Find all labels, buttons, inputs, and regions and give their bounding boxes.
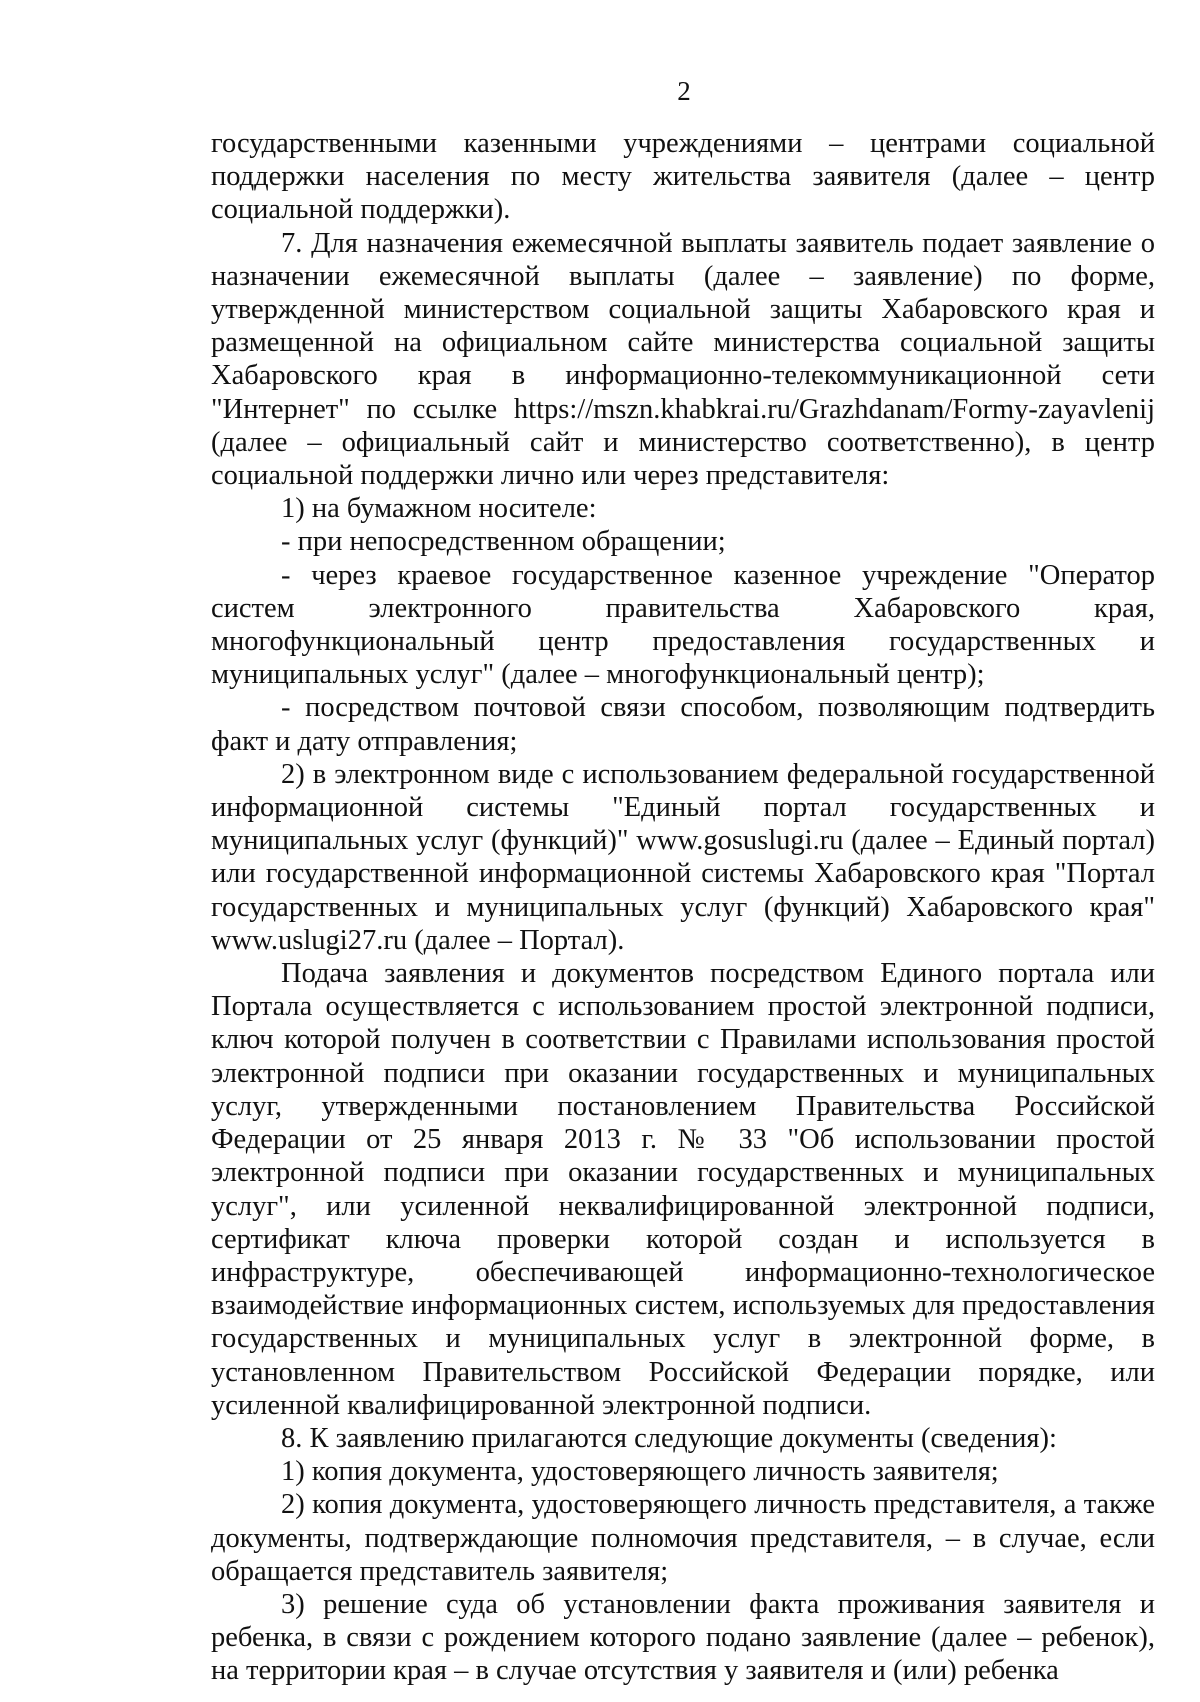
paragraph-item-7: 7. Для назначения ежемесячной выплаты заявитель подает заявление о назначении ежемесячной выплаты (далее – заявление) по форме, утвержденной министерством социальной защиты Хабаровского края и размещенной на официальном сайте министерства социальной защиты Хабаровского края в информационно-телекоммуникационной сети "Интернет" по ссылке https://mszn.khabkrai.ru/Grazhdanam/Formy-zayavlenij (далее – официальный сайт и министерство соответственно), в центр социальной поддержки лично или через представителя: — [211, 227, 1155, 492]
paragraph-item-8-sub-3: 3) решение суда об установлении факта проживания заявителя и ребенка, в связи с рождением которого подано заявление (далее – ребенок), на территории края – в случае отсутствия у заявителя и (или) ребенка — [211, 1588, 1155, 1687]
paragraph-continuation: государственными казенными учреждениями – центрами социальной поддержки населения по месту жительства заявителя (далее – центр социальной поддержки). — [211, 128, 1155, 226]
paragraph-electronic-signature: Подача заявления и документов посредством Единого портала или Портала осуществляется с использованием простой электронной подписи, ключ которой получен в соответствии с Правилами использования простой электронной подписи при оказании государственных и муниципальных услуг, утвержденными постановлением Правительства Российской Федерации от 25 января 2013 г. № 33 "Об использовании простой электронной подписи при оказании государственных и муниципальных услуг", или усиленной неквалифицированной электронной подписи, сертификат ключа проверки которой создан и используется в инфраструктуре, обеспечивающей информационно-технологическое взаимодействие информационных систем, используемых для предоставления государственных и муниципальных услуг в электронной форме, в установленном Правительством Российской Федерации порядке, или усиленной квалифицированной электронной подписи. — [211, 958, 1155, 1421]
paragraph-item-8: 8. К заявлению прилагаются следующие документы (сведения): — [281, 1422, 1057, 1454]
page-number: 2 — [677, 76, 691, 106]
paragraph-bullet-direct: - при непосредственном обращении; — [281, 526, 726, 558]
paragraph-subitem-2: 2) в электронном виде с использованием федеральной государственной информационной системы "Единый портал государственных и муниципальных услуг (функций)" www.gosuslugi.ru (далее – Единый портал) или государственной информационной системы Хабаровского края "Портал государственных и муниципальных услуг (функций) Хабаровского края" www.uslugi27.ru (далее – Портал). — [211, 758, 1155, 956]
document-body — [211, 127, 1155, 1688]
paragraph-bullet-mfc: - через краевое государственное казенное учреждение "Оператор систем электронного правительства Хабаровского края, многофункциональный центр предоставления государственных и муниципальных услуг" (далее – многофункциональный центр); — [211, 559, 1155, 691]
paragraph-bullet-post: - посредством почтовой связи способом, позволяющим подтвердить факт и дату отправления; — [211, 692, 1155, 757]
paragraph-subitem-1: 1) на бумажном носителе: — [281, 493, 597, 525]
paragraph-item-8-sub-2: 2) копия документа, удостоверяющего личность представителя, а также документы, подтверждающие полномочия представителя, – в случае, если обращается представитель заявителя; — [211, 1489, 1155, 1587]
paragraph-item-8-sub-1: 1) копия документа, удостоверяющего личность заявителя; — [281, 1456, 999, 1488]
